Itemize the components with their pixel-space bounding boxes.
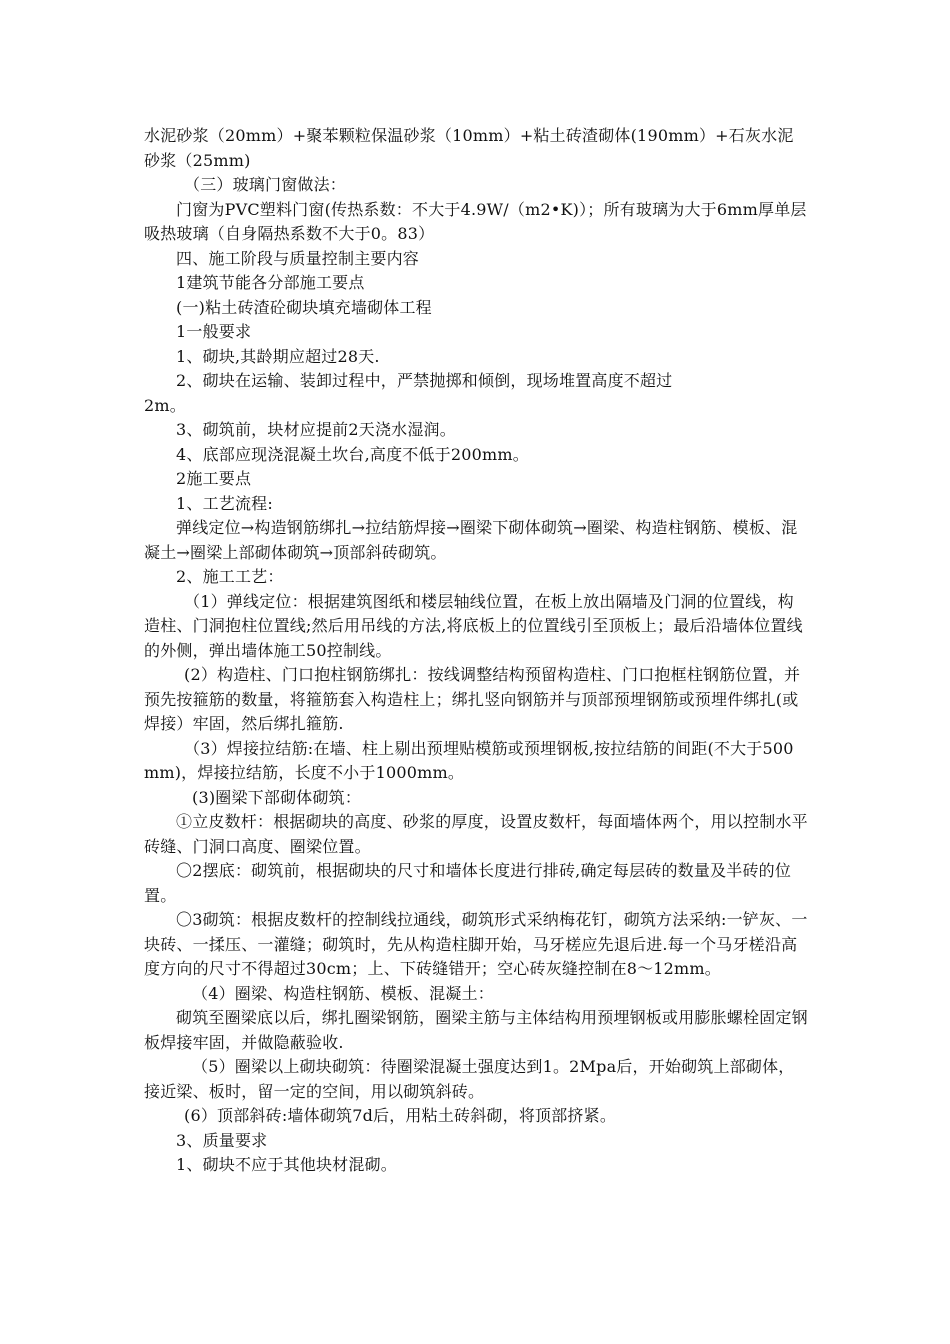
paragraph-step-3: （3）焊接拉结筋:在墙、柱上剔出预埋贴模筋或预埋钢板,按拉结筋的间距(不大于500mm)，焊接拉结筋，长度不小于1000mm。 <box>144 738 794 782</box>
paragraph-substep-3: 〇3砌筑：根据皮数杆的控制线拉通线，砌筑形式采纳梅花钉，砌筑方法采纳:一铲灰、一块砖、一揉压、一灌缝；砌筑时，先从构造柱脚开始，马牙槎应先退后进.每一个马牙槎沿高度方向的尺寸不得超过30cm；上、下砖缝错开；空心砖灰缝控制在8～12mm。 <box>144 910 808 978</box>
paragraph-glass-heading: （三）玻璃门窗做法： <box>184 175 347 194</box>
paragraph-req-1: 1、砌块,其龄期应超过28天. <box>176 346 380 366</box>
paragraph-window-spec: 门窗为PVC塑料门窗(传热系数：不大于4.9W/（m2•K)）；所有玻璃为大于6mm厚单层吸热玻璃（自身隔热系数不大于0。83） <box>144 199 807 243</box>
paragraph-step-2: (2）构造柱、门口抱柱钢筋绑扎：按线调整结构预留构造柱、门口抱框柱钢筋位置，并预先按箍筋的数量，将箍筋套入构造柱上；绑扎竖向钢筋并与顶部预埋钢筋或预埋件绑扎(或焊接）牢固，然后绑扎箍筋. <box>144 665 801 733</box>
paragraph-energy-points: 1建筑节能各分部施工要点 <box>176 273 365 292</box>
paragraph-technique-heading: 2、施工工艺： <box>176 567 284 586</box>
paragraph-step-4-body: 砌筑至圈梁底以后，绑扎圈梁钢筋，圈梁主筋与主体结构用预埋钢板或用膨胀螺栓固定钢板焊接牢固，并做隐蔽验收. <box>144 1008 808 1052</box>
paragraph-req-4: 4、底部应现浇混凝土坎台,高度不低于200mm。 <box>176 444 529 464</box>
paragraph-construction-points: 2施工要点 <box>176 469 252 488</box>
paragraph-masonry-heading: (一)粘土砖渣砼砌块填充墙砌体工程 <box>176 297 432 317</box>
paragraph-process-flow: 弹线定位→构造钢筋绑扎→拉结筋焊接→圈梁下砌体砌筑→圈梁、构造柱钢筋、模板、混凝土→圈梁上部砌体砌筑→顶部斜砖砌筑。 <box>144 518 798 562</box>
paragraph-step-4: （4）圈梁、构造柱钢筋、模板、混凝土： <box>192 983 494 1003</box>
paragraph-step-5: （5）圈梁以上砌块砌筑：待圈梁混凝土强度达到1。2Mpa后，开始砌筑上部砌体，接近梁、板时，留一定的空间，用以砌筑斜砖。 <box>144 1057 795 1101</box>
paragraph-substep-2: 〇2摆底：砌筑前，根据砌块的尺寸和墙体长度进行排砖,确定每层砖的数量及半砖的位置。 <box>144 861 792 905</box>
paragraph-general-req: 1一般要求 <box>176 322 252 341</box>
document-body <box>144 124 808 1178</box>
paragraph-quality-heading: 3、质量要求 <box>176 1130 268 1150</box>
paragraph-process-heading: 1、工艺流程: <box>176 493 273 513</box>
paragraph-req-2-cont: 2m。 <box>144 395 186 415</box>
paragraph-req-2: 2、砌块在运输、装卸过程中，严禁抛掷和倾倒，现场堆置高度不超过 <box>176 371 673 390</box>
paragraph-substep-1: ①立皮数杆：根据砌块的高度、砂浆的厚度，设置皮数杆，每面墙体两个，用以控制水平砖缝、门洞口高度、圈梁位置。 <box>144 812 808 856</box>
paragraph-section-4: 四、施工阶段与质量控制主要内容 <box>176 248 420 268</box>
paragraph-mortar-layers: 水泥砂浆（20mm）+聚苯颗粒保温砂浆（10mm）+粘土砖渣砌体(190mm）+石灰水泥砂浆（25mm) <box>144 126 794 170</box>
paragraph-step-1: （1）弹线定位：根据建筑图纸和楼层轴线位置，在板上放出隔墙及门洞的位置线，构造柱、门洞抱柱位置线;然后用吊线的方法,将底板上的位置线引至顶板上；最后沿墙体位置线的外侧，弹出墙体施工50控制线。 <box>144 591 803 660</box>
paragraph-step-3b: (3)圈梁下部砌体砌筑： <box>192 787 362 807</box>
paragraph-quality-1: 1、砌块不应于其他块材混砌。 <box>176 1155 397 1174</box>
paragraph-step-6: (6）顶部斜砖:墙体砌筑7d后，用粘土砖斜砌，将顶部挤紧。 <box>184 1106 617 1125</box>
paragraph-req-3: 3、砌筑前，块材应提前2天浇水湿润。 <box>176 420 456 439</box>
